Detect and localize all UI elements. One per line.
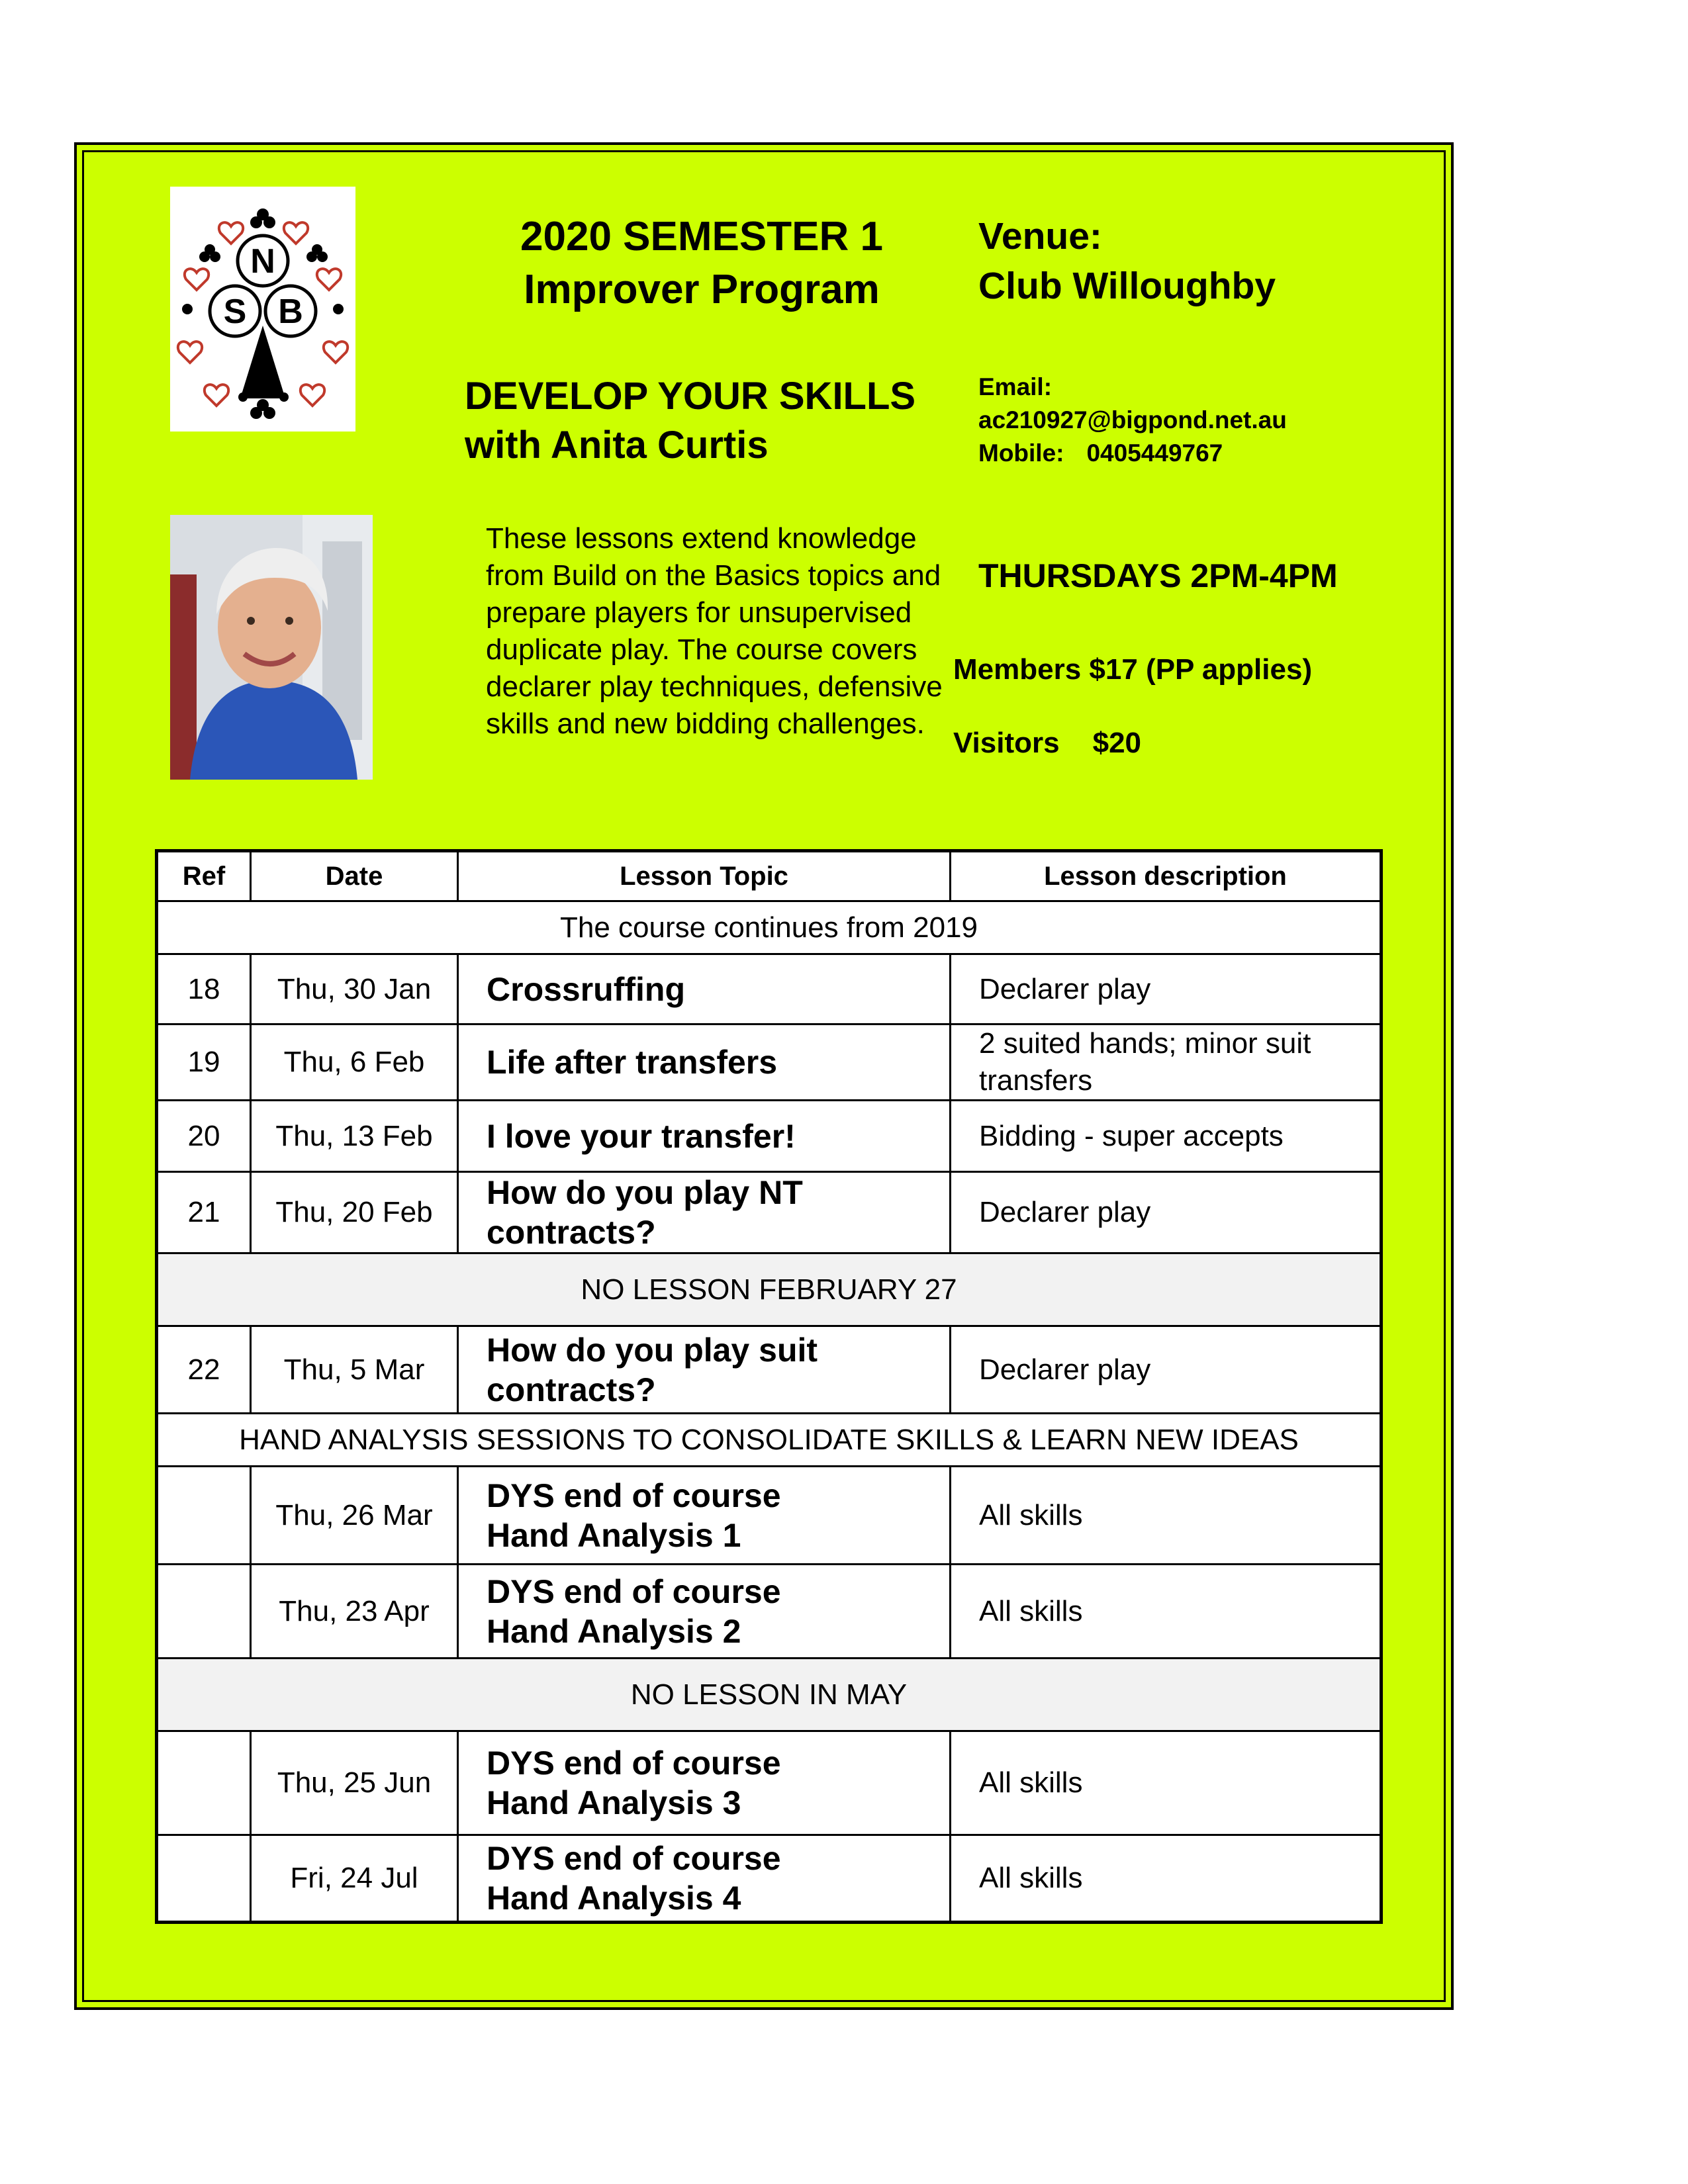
ref-cell: 20 — [157, 1101, 251, 1172]
topic-cell — [458, 1467, 951, 1565]
logo-club-stem — [240, 326, 285, 398]
date-cell: Thu, 20 Feb — [251, 1172, 458, 1253]
topic-line-2: Hand Analysis 3 — [487, 1784, 741, 1821]
ref-cell — [157, 1467, 251, 1565]
description-cell: Declarer play — [951, 1172, 1382, 1253]
logo-letter-s: S — [223, 293, 247, 331]
table-note-row — [157, 1659, 1382, 1731]
description-cell: All skills — [951, 1835, 1382, 1923]
topic-line-1: DYS end of course — [487, 1745, 781, 1782]
ref-cell: 19 — [157, 1024, 251, 1101]
members-price: Members $17 (PP applies) — [953, 653, 1313, 686]
table-header-row — [157, 851, 1382, 901]
nsb-logo — [170, 187, 355, 432]
topic-cell: Life after transfers — [458, 1024, 951, 1101]
header-topic: Lesson Topic — [458, 851, 951, 901]
table-row — [157, 1467, 1382, 1565]
topic-line-1: DYS end of course — [487, 1477, 781, 1514]
email-label: Email: — [978, 373, 1053, 400]
topic-cell — [458, 1731, 951, 1835]
ref-cell — [157, 1565, 251, 1659]
topic-line-1: DYS end of course — [487, 1840, 781, 1877]
contact-block — [978, 371, 1402, 470]
description-cell: 2 suited hands; minor suit transfers — [951, 1024, 1382, 1101]
schedule-time: THURSDAYS 2PM-4PM — [978, 557, 1338, 594]
skills-heading — [465, 372, 968, 470]
note-cell: NO LESSON FEBRUARY 27 — [157, 1253, 1382, 1326]
description-cell: All skills — [951, 1565, 1382, 1659]
note-cell: The course continues from 2019 — [157, 901, 1382, 954]
topic-cell: How do you play NT contracts? — [458, 1172, 951, 1253]
description-cell: All skills — [951, 1731, 1382, 1835]
table-row — [157, 1024, 1382, 1101]
description-cell: Declarer play — [951, 1326, 1382, 1414]
table-row — [157, 1326, 1382, 1414]
topic-cell — [458, 1565, 951, 1659]
description-cell: Declarer play — [951, 954, 1382, 1024]
nsb-logo-icon — [170, 187, 355, 432]
topic-line-2: Hand Analysis 2 — [487, 1612, 741, 1650]
course-description: These lessons extend knowledge from Build on the Basics topics and prepare players for unsupervised duplicate play. The course covers declarer play techniques, defensive skills and new bidding challenges. — [486, 522, 943, 740]
venue-block — [978, 212, 1402, 311]
table-row — [157, 1172, 1382, 1253]
table-note-row — [157, 1253, 1382, 1326]
topic-cell — [458, 1835, 951, 1923]
description-cell: Bidding - super accepts — [951, 1101, 1382, 1172]
table-row — [157, 1731, 1382, 1835]
date-cell: Thu, 26 Mar — [251, 1467, 458, 1565]
title-line-1: 2020 SEMESTER 1 — [520, 214, 883, 259]
topic-line-2: Hand Analysis 4 — [487, 1880, 741, 1917]
table-row — [157, 1835, 1382, 1923]
date-cell: Thu, 13 Feb — [251, 1101, 458, 1172]
table-row — [157, 1565, 1382, 1659]
date-cell: Thu, 25 Jun — [251, 1731, 458, 1835]
header-ref: Ref — [157, 851, 251, 901]
topic-cell: How do you play suit contracts? — [458, 1326, 951, 1414]
topic-cell: Crossruffing — [458, 954, 951, 1024]
table-row — [157, 954, 1382, 1024]
skills-line-1: DEVELOP YOUR SKILLS — [465, 375, 916, 418]
date-cell: Thu, 5 Mar — [251, 1326, 458, 1414]
instructor-portrait-icon — [170, 515, 373, 780]
venue-label: Venue: — [978, 215, 1102, 257]
mobile-label: Mobile: — [978, 439, 1064, 467]
email-link[interactable]: ac210927@bigpond.net.au — [978, 406, 1287, 433]
logo-letter-n: N — [250, 242, 275, 281]
date-cell: Thu, 6 Feb — [251, 1024, 458, 1101]
note-cell: HAND ANALYSIS SESSIONS TO CONSOLIDATE SKILLS & LEARN NEW IDEAS — [157, 1414, 1382, 1467]
topic-line-1: DYS end of course — [487, 1572, 781, 1610]
date-cell: Thu, 23 Apr — [251, 1565, 458, 1659]
table-note-row — [157, 901, 1382, 954]
date-cell: Thu, 30 Jan — [251, 954, 458, 1024]
logo-letter-b: B — [278, 293, 303, 331]
date-cell: Fri, 24 Jul — [251, 1835, 458, 1923]
ref-cell: 18 — [157, 954, 251, 1024]
ref-cell — [157, 1835, 251, 1923]
visitors-label: Visitors — [953, 727, 1060, 759]
topic-cell: I love your transfer! — [458, 1101, 951, 1172]
instructor-photo — [170, 515, 373, 780]
ref-cell: 21 — [157, 1172, 251, 1253]
header-date: Date — [251, 851, 458, 901]
skills-line-2: with Anita Curtis — [465, 424, 769, 467]
mobile-number[interactable]: 0405449767 — [1086, 439, 1223, 467]
note-cell: NO LESSON IN MAY — [157, 1659, 1382, 1731]
visitors-price-row — [953, 725, 1417, 762]
mobile-row — [978, 437, 1402, 470]
title-line-2: Improver Program — [524, 267, 880, 312]
header-description: Lesson description — [951, 851, 1382, 901]
program-title — [450, 210, 953, 316]
table-row — [157, 1101, 1382, 1172]
ref-cell — [157, 1731, 251, 1835]
topic-line-2: Hand Analysis 1 — [487, 1516, 741, 1554]
description-cell: All skills — [951, 1467, 1382, 1565]
visitors-price: $20 — [1092, 727, 1142, 759]
lesson-schedule-table — [155, 849, 1383, 1924]
table-note-row — [157, 1414, 1382, 1467]
venue-name: Club Willoughby — [978, 265, 1276, 307]
ref-cell: 22 — [157, 1326, 251, 1414]
